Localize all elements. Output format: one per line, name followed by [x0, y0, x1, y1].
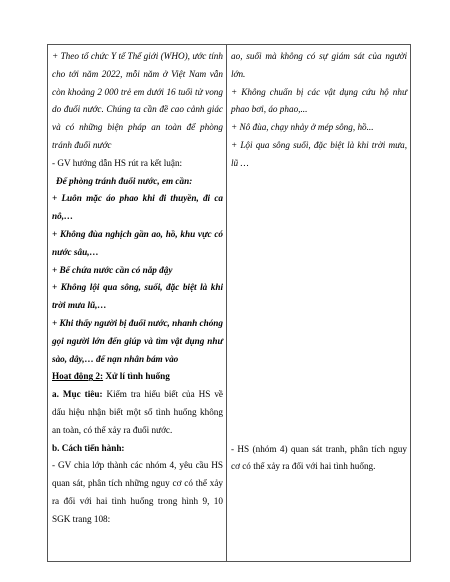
- student-activity-cell: [227, 45, 411, 562]
- prevent-item: + Không lội qua sông, suối, đặc biệt là khi trời mưa lũ,…: [52, 282, 223, 311]
- table-row: [48, 45, 411, 562]
- method-text: - GV chia lớp thành các nhóm 4, yêu cầu HS quan sát, phân tích những nguy cơ có thể xảy ra đối với hai tình huống trong hình 9, 10 SGK trang 108:: [52, 460, 223, 524]
- who-statistic-text: + Theo tổ chức Y tế Thế giới (WHO), ước tính cho tới năm 2022, mỗi năm ở Việt Nam vẫn còn khoảng 2 000 trẻ em dưới 16 tuổi tử vong do đuối nước. Chúng ta cần đề cao cảnh giác và có những biện pháp an toàn để phòng tránh đuối nước: [52, 51, 223, 150]
- blank-space: [231, 173, 407, 441]
- risk-item: + Lội qua sông suối, đặc biệt là khi trời mưa, lũ …: [231, 139, 407, 168]
- risk-item: ao, suối mà không có sự giám sát của người lớn.: [231, 51, 407, 79]
- prevent-item: + Không đùa nghịch gần ao, hồ, khu vực có nước sâu,…: [52, 228, 223, 257]
- prevent-item: + Khi thấy người bị đuối nước, nhanh chóng gọi người lớn đến giúp và tìm vật dụng như sào, dây,… để nạn nhân bám vào: [52, 317, 223, 364]
- risk-item: + Nô đùa, chạy nhảy ở mép sông, hồ...: [231, 122, 374, 133]
- prevent-item: + Bể chứa nước cần có nắp đậy: [52, 264, 173, 275]
- method-label: b. Cách tiến hành:: [52, 442, 125, 453]
- gv-guide-text: - GV hướng dẫn HS rút ra kết luận:: [52, 157, 183, 168]
- teacher-activity-cell: [48, 45, 227, 562]
- prevent-heading: Để phòng tránh đuối nước, em cần:: [56, 175, 193, 186]
- activity-heading: [52, 368, 223, 386]
- goal-paragraph: [52, 386, 223, 439]
- risk-item: + Không chuẩn bị các vật dụng cứu hộ như phao bơi, áo phao,...: [231, 86, 407, 115]
- activity-title: Xử lí tình huống: [103, 371, 170, 382]
- activity-label: Hoạt động 2:: [52, 371, 104, 382]
- goal-text: Kiểm tra hiểu biết của HS về dấu hiệu nhận biết một số tình huống không an toàn, có thể xảy ra đuối nước.: [52, 389, 224, 435]
- lesson-table: [47, 44, 411, 562]
- hs-answer-text: - HS (nhóm 4) quan sát tranh, phân tích nguy cơ có thể xảy ra đối với hai tình huống.: [231, 443, 407, 472]
- goal-label: a. Mục tiêu:: [52, 389, 103, 400]
- prevent-item: + Luôn mặc áo phao khi đi thuyền, đi ca nô,…: [52, 193, 223, 222]
